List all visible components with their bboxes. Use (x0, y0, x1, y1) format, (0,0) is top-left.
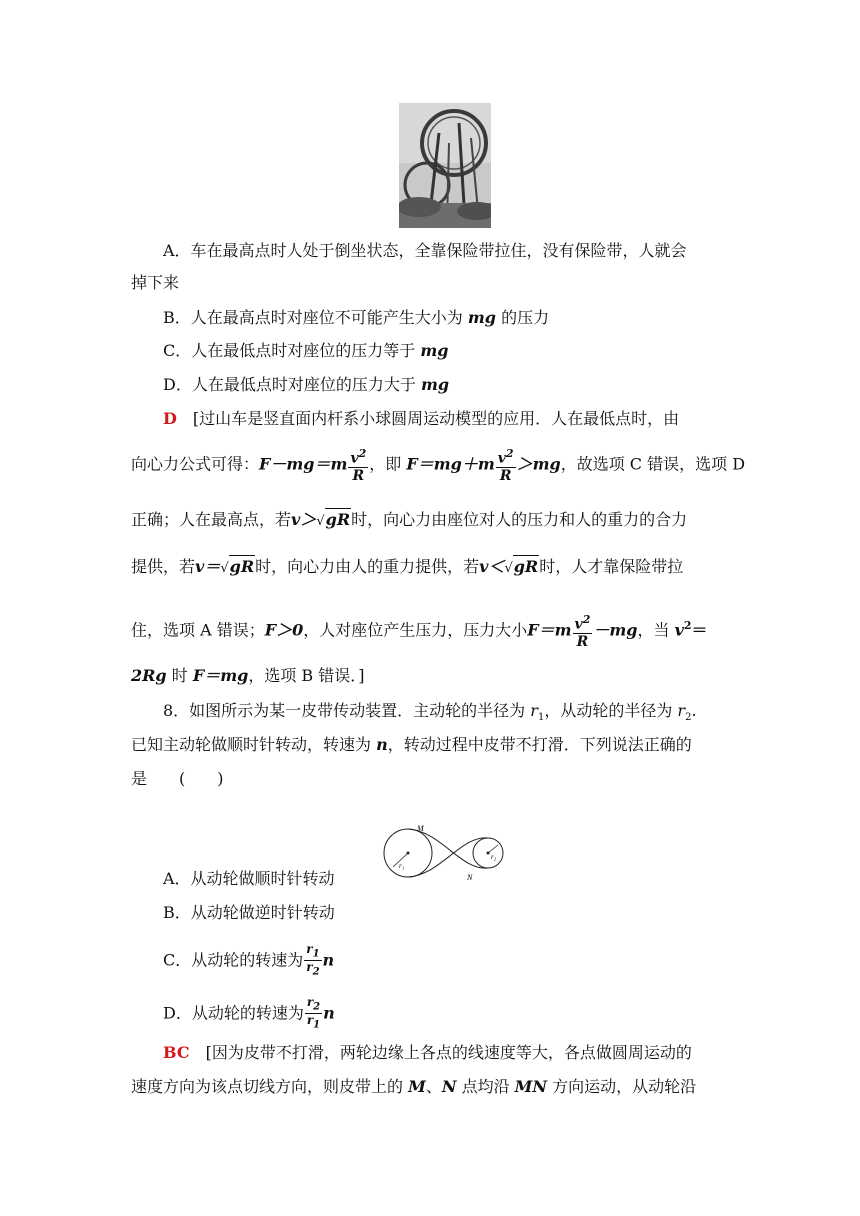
q8-option-d: D．从动轮的转速为 $\frac{r_2}{r_1}$ n (163, 995, 335, 1031)
option-a-line1: A．车在最高点时人处于倒坐状态，全靠保险带拉住，没有保险带，人就会 (163, 241, 687, 260)
fraction-v2-over-R: $\frac{v^2}{R}$ (497, 447, 514, 484)
answer-7-line5: 住，选项 A 错误；F＞0，人对座位产生压力，压力大小F＝m $\frac{v^2}{R}$ －mg，当 $v^2=$ (131, 613, 708, 650)
answer-8-line1: BC [因为皮带不打滑，两轮边缘上各点的线速度等大，各点做圆周运动的 (163, 1043, 692, 1062)
answer-7-line4: 提供，若v＝√gR时，向心力由人的重力提供，若v＜√gR时，人才靠保险带拉 (131, 557, 684, 576)
label-N: N (467, 873, 473, 881)
fraction-v2-over-R: $\frac{v^2}{R}$ (350, 447, 367, 484)
label-r1: r₁ (399, 862, 405, 870)
answer-7-line2: 向心力公式可得：F－mg＝m $\frac{v^2}{R}$ ，即 F＝mg＋m $\frac{v^2}{R}$ ＞mg，故选项 C 错误，选项 D (131, 447, 746, 484)
option-a-line2: 掉下来 (131, 273, 180, 292)
question-8-line3: 是 ( ) (131, 769, 224, 788)
q8-option-b: B．从动轮做逆时针转动 (163, 903, 335, 922)
question-8-line1: 8．如图所示为某一皮带传动装置．主动轮的半径为 $r_1$，从动轮的半径为 $r_2$. (163, 701, 697, 724)
q8-option-c: C．从动轮的转速为 $\frac{r_1}{r_2}$ n (163, 942, 335, 978)
question-8-line2: 已知主动轮做顺时针转动，转速为 n，转动过程中皮带不打滑．下列说法正确的 (131, 735, 692, 754)
answer-7-line3: 正确；人在最高点，若v＞√gR时，向心力由座位对人的压力和人的重力的合力 (131, 510, 688, 529)
option-b: B．人在最高点时对座位不可能产生大小为 mg 的压力 (163, 308, 550, 327)
fraction-r1-over-r2: $\frac{r_1}{r_2}$ (306, 942, 320, 978)
answer-7-line6: 2Rg 时 F＝mg，选项 B 错误．] (131, 666, 365, 685)
fraction-r2-over-r1: $\frac{r_2}{r_1}$ (306, 995, 321, 1031)
label-M: M (417, 824, 424, 833)
option-d: D．人在最低点时对座位的压力大于 mg (163, 375, 450, 394)
label-r2: r₂ (491, 853, 497, 861)
answer-letter: BC (163, 1043, 190, 1062)
q8-option-a: A．从动轮做顺时针转动 (163, 869, 335, 888)
roller-coaster-photo (399, 103, 491, 228)
answer-7-line1: D [过山车是竖直面内杆系小球圆周运动模型的应用．人在最低点时，由 (163, 409, 680, 428)
option-c: C．人在最低点时对座位的压力等于 mg (163, 341, 449, 360)
answer-8-line2: 速度方向为该点切线方向，则皮带上的 M、N 点均沿 MN 方向运动，从动轮沿 (131, 1077, 697, 1096)
answer-letter: D (163, 409, 177, 428)
fraction-v2-over-R: $\frac{v^2}{R}$ (574, 613, 591, 650)
